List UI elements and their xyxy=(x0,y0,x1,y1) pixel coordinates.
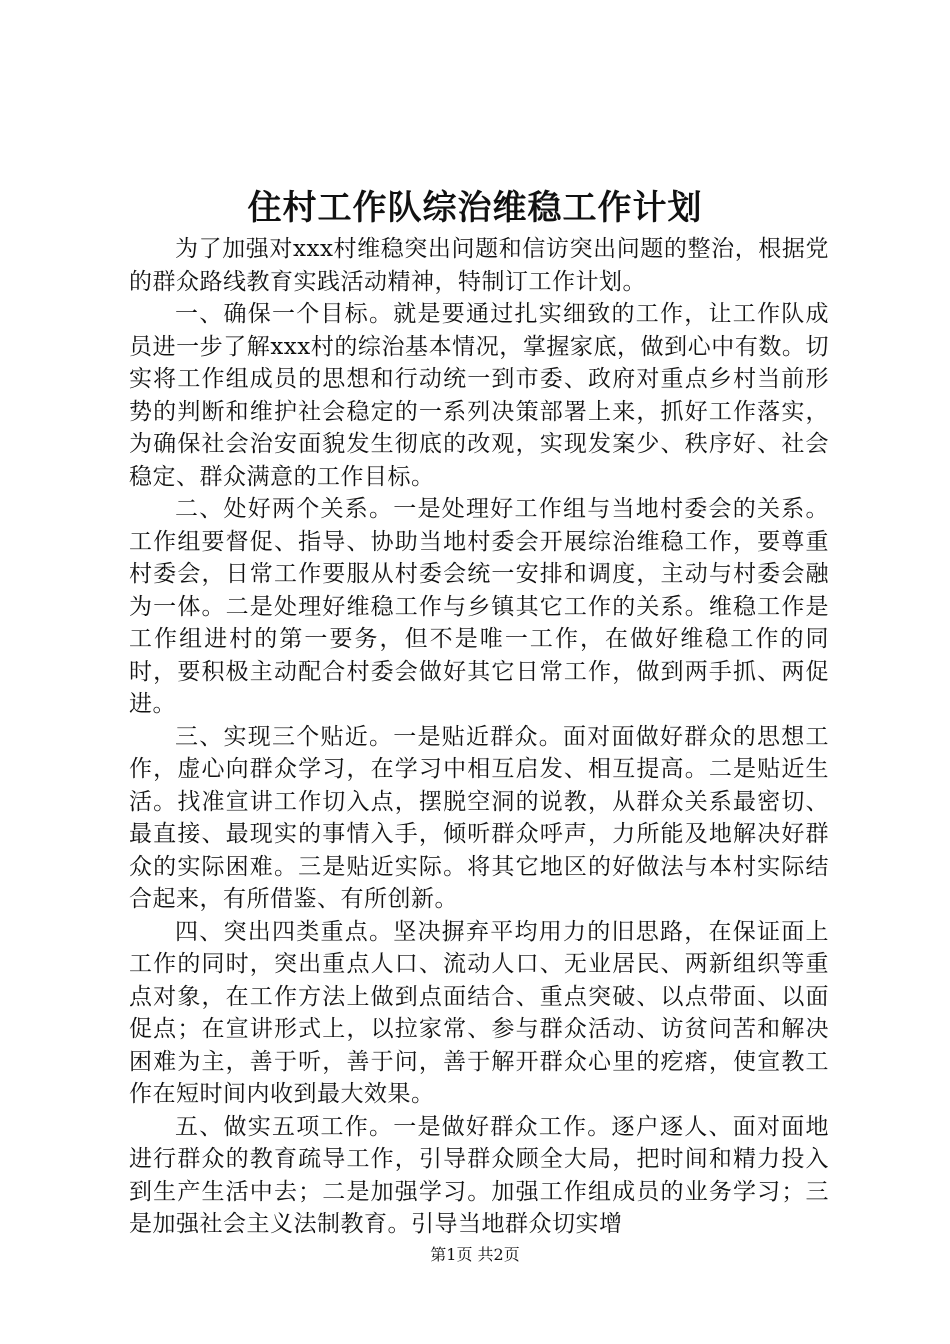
document-body xyxy=(129,233,829,1241)
page-footer: 第1页 共2页 xyxy=(430,1245,520,1264)
paragraph-intro: 为了加强对xxx村维稳突出问题和信访突出问题的整治，根据党的群众路线教育实践活动精神，特制订工作计划。 xyxy=(129,236,829,295)
paragraph-closeness: 三、实现三个贴近。一是贴近群众。面对面做好群众的思想工作，虚心向群众学习，在学习中相互启发、相互提高。二是贴近生活。找准宣讲工作切入点，摆脱空洞的说教，从群众关系最密切、最直接、最现实的事情入手，倾听群众呼声，力所能及地解决好群众的实际困难。三是贴近实际。将其它地区的好做法与本村实际结合起来，有所借鉴、有所创新。 xyxy=(129,723,829,912)
paragraph-focus: 四、突出四类重点。坚决摒弃平均用力的旧思路，在保证面上工作的同时，突出重点人口、流动人口、无业居民、两新组织等重点对象，在工作方法上做到点面结合、重点突破、以点带面、以面促点；在宣讲形式上，以拉家常、参与群众活动、访贫问苦和解决困难为主，善于听，善于问，善于解开群众心里的疙瘩，使宣教工作在短时间内收到最大效果。 xyxy=(129,918,829,1107)
paragraph-goal: 一、确保一个目标。就是要通过扎实细致的工作，让工作队成员进一步了解xxx村的综治基本情况，掌握家底，做到心中有数。切实将工作组成员的思想和行动统一到市委、政府对重点乡村当前形势的判断和维护社会稳定的一系列决策部署上来，抓好工作落实，为确保社会治安面貌发生彻底的改观，实现发案少、秩序好、社会稳定、群众满意的工作目标。 xyxy=(129,301,829,490)
paragraph-tasks: 五、做实五项工作。一是做好群众工作。逐户逐人、面对面地进行群众的教育疏导工作，引导群众顾全大局，把时间和精力投入到生产生活中去；二是加强学习。加强工作组成员的业务学习；三是加强社会主义法制教育。引导当地群众切实增 xyxy=(129,1113,829,1237)
paragraph-relations: 二、处好两个关系。一是处理好工作组与当地村委会的关系。工作组要督促、指导、协助当地村委会开展综治维稳工作，要尊重村委会，日常工作要服从村委会统一安排和调度，主动与村委会融为一体。二是处理好维稳工作与乡镇其它工作的关系。维稳工作是工作组进村的第一要务，但不是唯一工作，在做好维稳工作的同时，要积极主动配合村委会做好其它日常工作，做到两手抓、两促进。 xyxy=(129,496,829,717)
document-title: 住村工作队综治维稳工作计划 xyxy=(247,188,703,228)
